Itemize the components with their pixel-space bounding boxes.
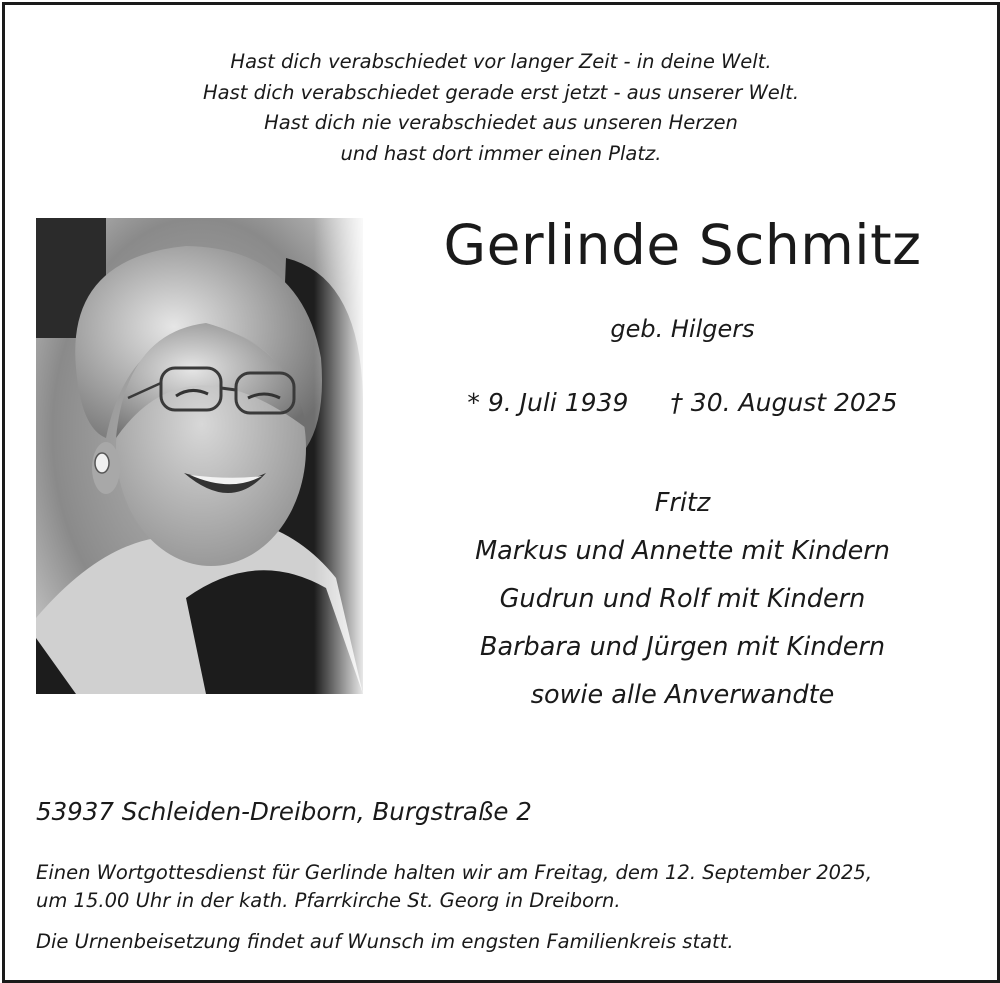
- life-dates: [400, 388, 965, 417]
- family-member: Gudrun und Rolf mit Kindern: [499, 584, 866, 614]
- service-announcement: [36, 859, 986, 915]
- address: 53937 Schleiden-Dreiborn, Burgstraße 2: [36, 797, 532, 826]
- family-list: [400, 479, 965, 719]
- service-line: Einen Wortgottesdienst für Gerlinde halten wir am Freitag, dem 12. September 2025,: [36, 861, 873, 884]
- death-date: † 30. August 2025: [670, 388, 898, 417]
- poem-line: Hast dich nie verabschiedet aus unseren Herzen: [264, 111, 738, 134]
- birth-date: * 9. Juli 1939: [467, 388, 629, 417]
- poem-line: und hast dort immer einen Platz.: [340, 141, 662, 165]
- family-member: Barbara und Jürgen mit Kindern: [479, 632, 886, 662]
- burial-note: Die Urnenbeisetzung findet auf Wunsch im engsten Familienkreis statt.: [36, 930, 734, 953]
- portrait-photo: [36, 218, 363, 694]
- poem-line: Hast dich verabschiedet gerade erst jetzt - aus unserer Welt.: [202, 80, 800, 104]
- service-line: um 15.00 Uhr in der kath. Pfarrkirche St. Georg in Dreiborn.: [36, 889, 621, 912]
- memorial-poem: [5, 47, 997, 169]
- family-member: Markus und Annette mit Kindern: [475, 536, 890, 566]
- maiden-name: geb. Hilgers: [610, 315, 755, 343]
- obituary-notice: [2, 2, 1000, 983]
- deceased-name: Gerlinde Schmitz: [443, 213, 922, 277]
- family-member: sowie alle Anverwandte: [530, 680, 835, 710]
- poem-line: Hast dich verabschiedet vor langer Zeit - in deine Welt.: [230, 50, 772, 73]
- family-member: Fritz: [654, 488, 711, 518]
